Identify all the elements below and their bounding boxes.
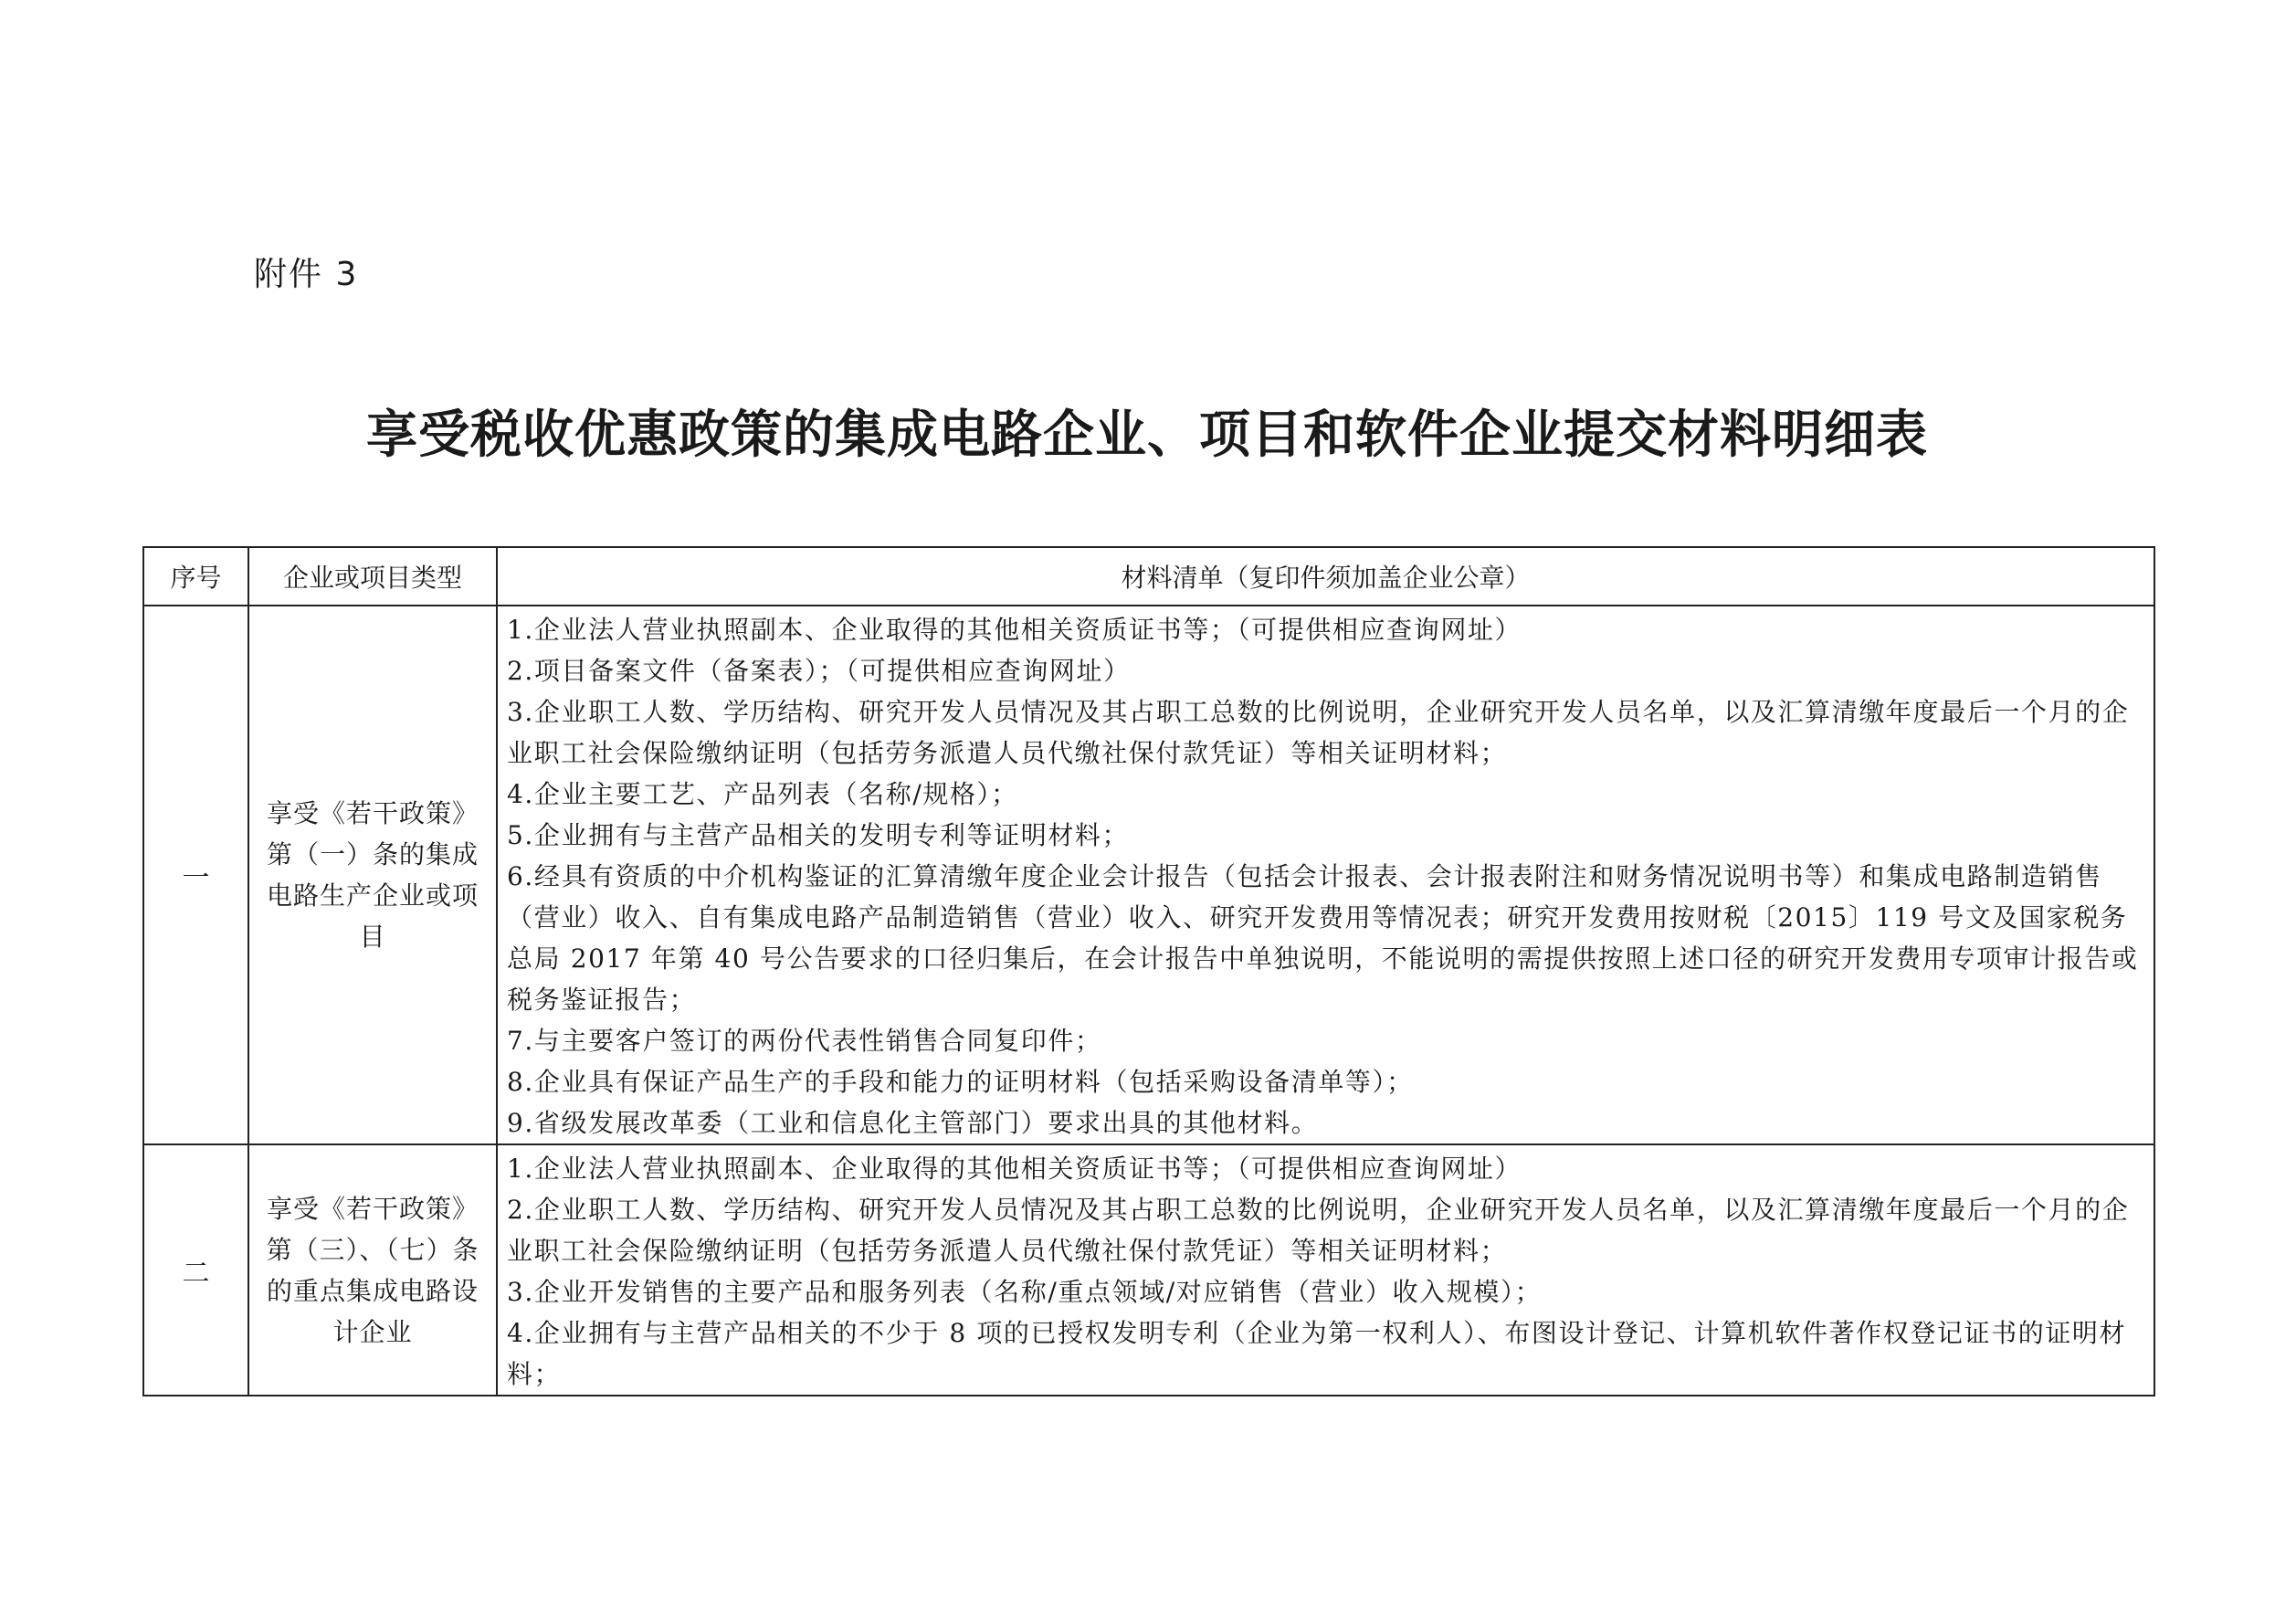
material-list xyxy=(497,1144,2154,1396)
row-seq: 二 xyxy=(143,1144,248,1396)
table-row xyxy=(143,606,2154,1144)
table-header-row xyxy=(143,547,2154,606)
list-item: 4.企业主要工艺、产品列表（名称/规格）； xyxy=(507,779,1018,809)
material-list xyxy=(497,606,2154,1144)
list-item: 8.企业具有保证产品生产的手段和能力的证明材料（包括采购设备清单等）； xyxy=(507,1067,1414,1097)
attachment-label: 附件 3 xyxy=(254,256,359,293)
list-item: 1.企业法人营业执照副本、企业取得的其他相关资质证书等；（可提供相应查询网址） xyxy=(507,615,1522,645)
list-item: 5.企业拥有与主营产品相关的发明专利等证明材料； xyxy=(507,820,1130,850)
list-item: 2.企业职工人数、学历结构、研究开发人员情况及其占职工总数的比例说明，企业研究开发人员名单，以及汇算清缴年度最后一个月的企业职工社会保险缴纳证明（包括劳务派遣人员代缴社保付款凭证）等相关证明材料； xyxy=(507,1195,2130,1266)
row-type: 享受《若干政策》第（一）条的集成电路生产企业或项目 xyxy=(248,606,497,1144)
header-list: 材料清单（复印件须加盖企业公章） xyxy=(497,547,2154,606)
list-item: 9.省级发展改革委（工业和信息化主管部门）要求出具的其他材料。 xyxy=(507,1108,1319,1138)
list-item: 3.企业开发销售的主要产品和服务列表（名称/重点领域/对应销售（营业）收入规模）； xyxy=(507,1277,1543,1307)
list-item: 6.经具有资质的中介机构鉴证的汇算清缴年度企业会计报告（包括会计报表、会计报表附注和财务情况说明书等）和集成电路制造销售（营业）收入、自有集成电路产品制造销售（营业）收入、研究开发费用等情况表；研究开发费用按财税〔2015〕119 号文及国家税务总局 2017 年第 40 号公告要求的口径归集后，在会计报告中单独说明，不能说明的需提供按照上述口径的研究开发费用专项审计报告或税务鉴证报告； xyxy=(507,861,2139,1015)
row-type: 享受《若干政策》第（三）、（七）条的重点集成电路设计企业 xyxy=(248,1144,497,1396)
materials-table xyxy=(142,546,2155,1396)
list-item: 2.项目备案文件（备案表）；（可提供相应查询网址） xyxy=(507,656,1131,686)
header-seq: 序号 xyxy=(143,547,248,606)
list-item: 4.企业拥有与主营产品相关的不少于 8 项的已授权发明专利（企业为第一权利人）、布图设计登记、计算机软件著作权登记证书的证明材料； xyxy=(507,1318,2127,1389)
table-row xyxy=(143,1144,2154,1396)
list-item: 3.企业职工人数、学历结构、研究开发人员情况及其占职工总数的比例说明，企业研究开发人员名单，以及汇算清缴年度最后一个月的企业职工社会保险缴纳证明（包括劳务派遣人员代缴社保付款凭证）等相关证明材料； xyxy=(507,697,2130,768)
header-type: 企业或项目类型 xyxy=(248,547,497,606)
document-title: 享受税收优惠政策的集成电路企业、项目和软件企业提交材料明细表 xyxy=(366,405,1928,465)
list-item: 7.与主要客户签订的两份代表性销售合同复印件； xyxy=(507,1026,1102,1056)
list-item: 1.企业法人营业执照副本、企业取得的其他相关资质证书等；（可提供相应查询网址） xyxy=(507,1154,1522,1184)
row-seq: 一 xyxy=(143,606,248,1144)
